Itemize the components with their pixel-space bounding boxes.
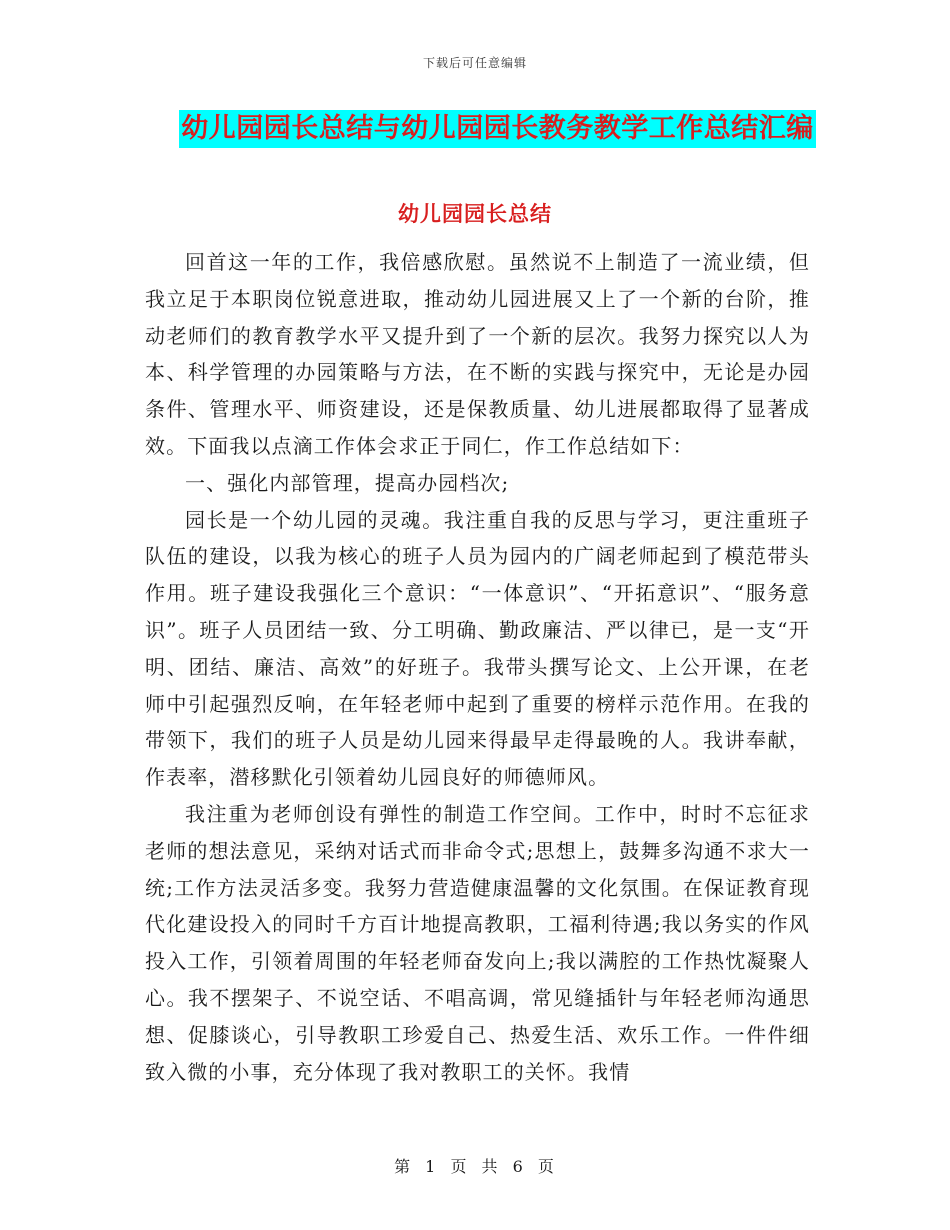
document-body	[145, 244, 810, 1090]
paragraph: 一、强化内部管理，提高办园档次;	[185, 470, 510, 495]
page-footer	[0, 1154, 950, 1177]
main-title: 幼儿园园长总结与幼儿园园长教务教学工作总结汇编	[179, 110, 816, 148]
page-number-text: 第 1 页 共 6 页	[394, 1157, 556, 1176]
main-title-container	[0, 110, 950, 148]
header-note: 下载后可任意编辑	[422, 56, 527, 70]
section-title: 幼儿园园长总结	[398, 201, 552, 226]
paragraph: 回首这一年的工作，我倍感欣慰。虽然说不上制造了一流业绩，但我立足于本职岗位锐意进取，推动幼儿园进展又上了一个新的台阶，推动老师们的教育教学水平又提升到了一个新的层次。我努力探究以人为本、科学管理的办园策略与方法，在不断的实践与探究中，无论是办园条件、管理水平、师资建设，还是保教质量、幼儿进展都取得了显著成效。下面我以点滴工作体会求正于同仁，作工作总结如下：	[145, 250, 810, 458]
paragraph: 我注重为老师创设有弹性的制造工作空间。工作中，时时不忘征求老师的想法意见，采纳对话式而非命令式;思想上，鼓舞多沟通不求大一统;工作方法灵活多变。我努力营造健康温馨的文化氛围。在保证教育现代化建设投入的同时千方百计地提高教职，工福利待遇;我以务实的作风投入工作，引领着周围的年轻老师奋发向上;我以满腔的工作热忱凝聚人心。我不摆架子、不说空话、不唱高调，常见缝插针与年轻老师沟通思想、促膝谈心，引导教职工珍爱自己、热爱生活、欢乐工作。一件件细致入微的小事，充分体现了我对教职工的关怀。我情	[145, 801, 811, 1084]
paragraph: 园长是一个幼儿园的灵魂。我注重自我的反思与学习，更注重班子队伍的建设，以我为核心的班子人员为园内的广阔老师起到了模范带头作用。班子建设我强化三个意识：“一体意识”、“开拓意识”、“服务意识”。班子人员团结一致、分工明确、勤政廉洁、严以律已，是一支“开明、团结、廉洁、高效”的好班子。我带头撰写论文、上公开课，在老师中引起强烈反响，在年轻老师中起到了重要的榜样示范作用。在我的带领下，我们的班子人员是幼儿园来得最早走得最晚的人。我讲奉献，作表率，潜移默化引领着幼儿园良好的师德师风。	[145, 507, 810, 790]
